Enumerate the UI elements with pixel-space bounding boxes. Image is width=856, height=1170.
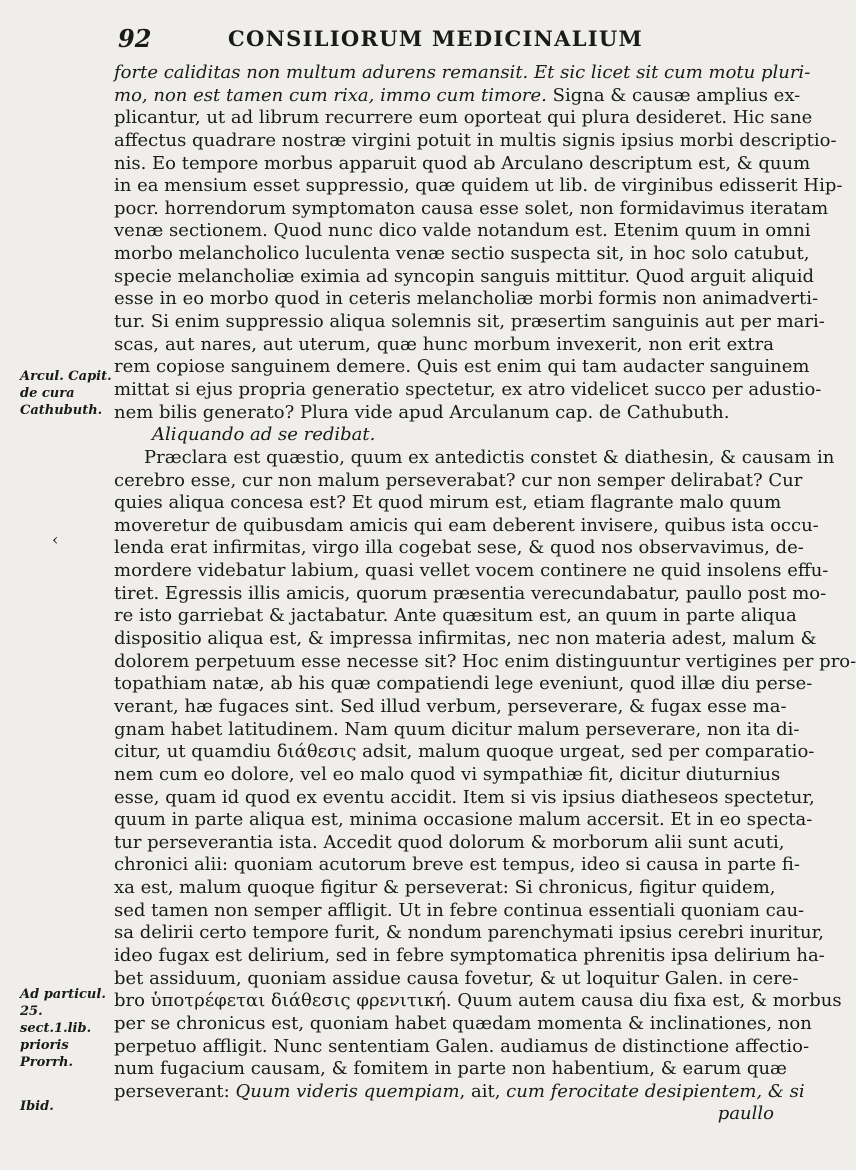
margin-note-ibid: Ibid. <box>20 1099 54 1114</box>
text-line: in ea mensium esset suppressio, quæ quidem ut lib. de virginibus edisserit Hip- <box>114 175 843 197</box>
margin-mark: ‹ <box>52 530 59 549</box>
margin-note-arculanus: Arcul. Capit. de cura Cathubuth. <box>20 369 112 418</box>
text-line: dispositio aliqua est, & impressa infirmitas, nec non materia adest, malum & <box>114 628 817 650</box>
text-line: plicantur, ut ad librum recurrere eum oporteat qui plura desideret. Hic sane <box>114 107 813 129</box>
text-line: Aliquando ad se redibat. <box>152 424 376 446</box>
text-line: num fugacium causam, & fomitem in parte non habentium, & earum quæ <box>114 1058 787 1080</box>
main-text-column <box>114 62 856 1126</box>
text-line: quum in parte aliqua est, minima occasione malum accersit. Et in eo specta- <box>114 809 813 831</box>
text-line: mordere videbatur labium, quasi vellet vocem continere ne quid insolens effu- <box>114 560 829 582</box>
text-line: nem bilis generato? Plura vide apud Arculanum cap. de Cathubuth. <box>114 401 730 423</box>
italic-span: mo, non est tamen cum rixa, immo cum timore. <box>114 84 547 106</box>
text-line: esse in eo morbo quod in ceteris melancholiæ morbi formis non animadverti- <box>114 288 819 310</box>
margin-note-prorrhetic: Ad particul. 25. sect.1.lib. prioris Prorrh. <box>20 987 106 1070</box>
text-line: mittat si ejus propria generatio spectetur, ex atro videlicet succo per adustio- <box>114 378 822 400</box>
text-line: pocr. horrendorum symptomaton causa esse solet, non formidavimus iteratam <box>114 197 829 219</box>
text-line: quies aliqua concesa est? Et quod mirum est, etiam flagrante malo quum <box>114 492 782 514</box>
text-line: morbo melancholico luculenta venæ sectio suspecta sit, in hoc solo catubut, <box>114 243 810 265</box>
roman-span: , ait, <box>459 1080 501 1102</box>
text-line: bro ὑποτρέφεται διάθεσις φρενιτική. Quum autem causa diu fixa est, & morbus <box>114 990 842 1012</box>
text-line: nem cum eo dolore, vel eo malo quod vi sympathiæ fit, dicitur diuturnius <box>114 763 781 785</box>
text-line: perpetuo affligit. Nunc sententiam Galen. audiamus de distinctione affectio- <box>114 1035 810 1057</box>
text-line: chronici alii: quoniam acutorum breve est tempus, ideo si causa in parte fi- <box>114 854 800 876</box>
text-line: nis. Eo tempore morbus apparuit quod ab Arculano descriptum est, & quum <box>114 152 811 174</box>
text-line <box>114 1080 805 1104</box>
text-line: paullo <box>717 1103 774 1125</box>
text-line: Præclara est quæstio, quum ex antedictis constet & diathesin, & causam in <box>144 446 835 468</box>
text-line: ideo fugax est delirium, sed in febre symptomatica phrenitis ipsa delirium ha- <box>114 944 825 966</box>
text-line: affectus quadrare nostræ virgini potuit in multis signis ipsius morbi descriptio- <box>114 129 837 151</box>
italic-span: Quum videris quempiam <box>235 1080 460 1102</box>
running-head: CONSILIORUM MEDICINALIUM <box>228 26 644 51</box>
text-line: topathiam natæ, ab his quæ compatiendi lege eveniunt, quod illæ diu perse- <box>114 673 813 695</box>
text-line: per se chronicus est, quoniam habet quædam momenta & inclinationes, non <box>114 1012 812 1034</box>
text-line: tiret. Egressis illis amicis, quorum præsentia verecundabatur, paullo post mo- <box>114 582 827 604</box>
text-line: specie melancholiæ eximia ad syncopin sanguis mittitur. Quod arguit aliquid <box>114 265 814 287</box>
text-line <box>114 84 801 108</box>
text-line: re isto garriebat & jactabatur. Ante quæsitum est, an quum in parte aliqua <box>114 605 797 627</box>
text-line: moveretur de quibusdam amicis qui eam deberent invisere, quibus ista occu- <box>114 514 819 536</box>
text-line: forte caliditas non multum adurens remansit. Et sic licet sit cum motu pluri- <box>114 62 811 83</box>
roman-span: perseverant: <box>114 1080 236 1102</box>
text-line: esse, quam id quod ex eventu accidit. Item si vis ipsius diatheseos spectetur, <box>114 786 815 808</box>
text-line: tur perseverantia ista. Accedit quod dolorum & morborum alii sunt acuti, <box>114 831 785 853</box>
text-line: gnam habet latitudinem. Nam quum dicitur malum perseverare, non ita di- <box>114 718 800 740</box>
text-line: bet assiduum, quoniam assidue causa fovetur, & ut loquitur Galen. in cere- <box>114 967 799 989</box>
text-line: scas, aut nares, aut uterum, quæ hunc morbum invexerit, non erit extra <box>114 333 774 355</box>
page-number: 92 <box>118 24 152 53</box>
text-line: dolorem perpetuum esse necesse sit? Hoc enim distinguuntur vertigines per pro- <box>114 650 856 672</box>
text-line: lenda erat infirmitas, virgo illa cogebat sese, & quod nos observavimus, de- <box>114 537 804 559</box>
text-line: rem copiose sanguinem demere. Quis est enim qui tam audacter sanguinem <box>114 356 810 378</box>
text-line: verant, hæ fugaces sint. Sed illud verbum, perseverare, & fugax esse ma- <box>114 695 787 717</box>
text-line: xa est, malum quoque figitur & perseverat: Si chronicus, figitur quidem, <box>114 877 776 899</box>
roman-span: Signa & causæ amplius ex- <box>546 84 801 106</box>
text-line: venæ sectionem. Quod nunc dico valde notandum est. Etenim quum in omni <box>114 220 811 242</box>
text-line: citur, ut quamdiu διάθεσις adsit, malum quoque urgeat, sed per comparatio- <box>114 741 815 763</box>
italic-span: cum ferocitate desipientem, & si <box>500 1080 805 1102</box>
text-line: sed tamen non semper affligit. Ut in febre continua essentiali quoniam cau- <box>114 899 805 921</box>
text-line: cerebro esse, cur non malum perseverabat? cur non semper delirabat? Cur <box>114 469 803 491</box>
text-line: tur. Si enim suppressio aliqua solemnis sit, præsertim sanguinis aut per mari- <box>114 311 825 333</box>
text-line: sa delirii certo tempore furit, & nondum parenchymati ipsius cerebri inuritur, <box>114 922 824 944</box>
